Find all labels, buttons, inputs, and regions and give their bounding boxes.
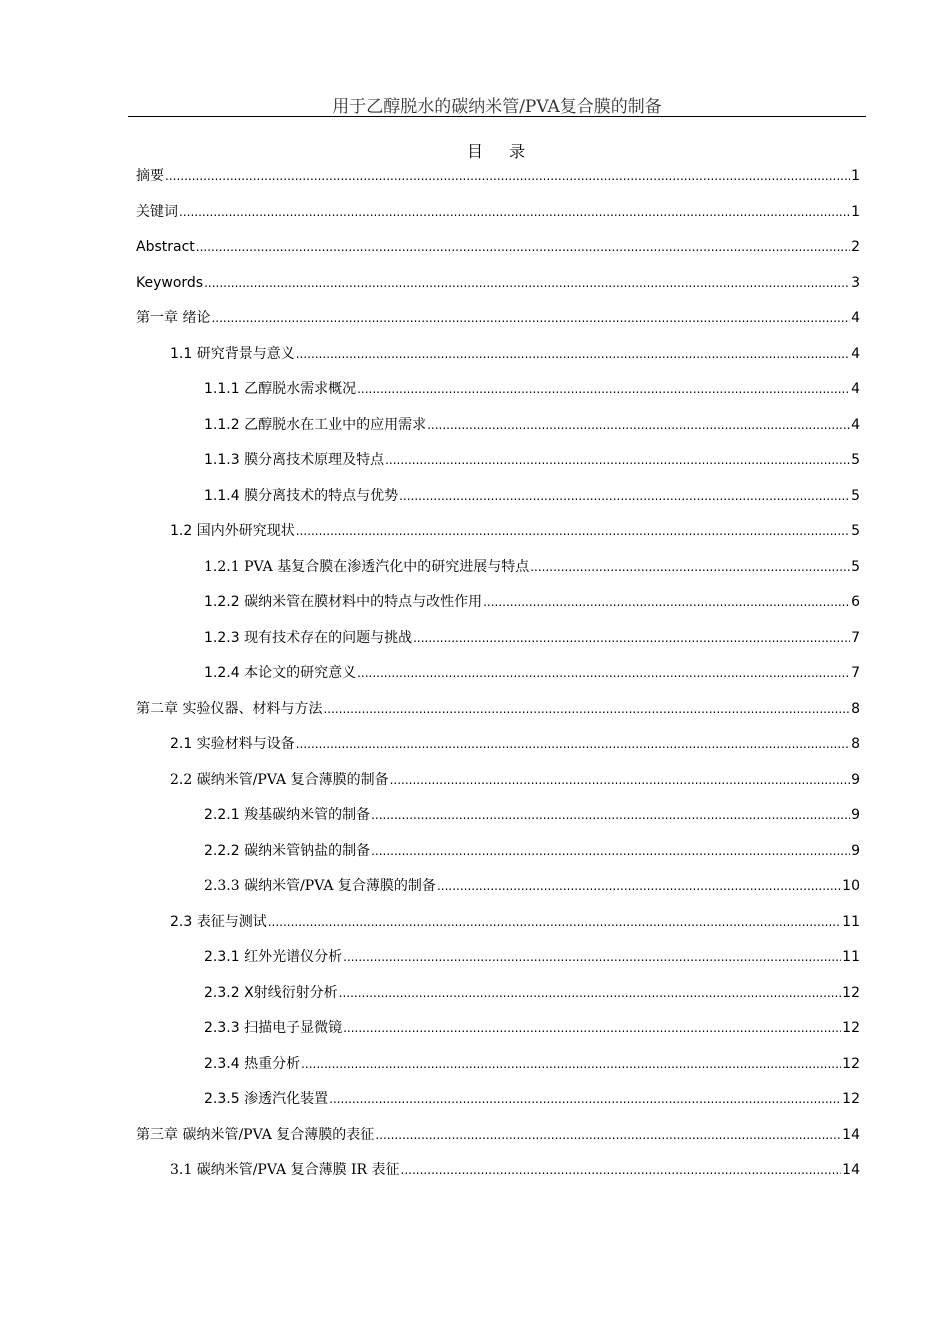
toc-entry[interactable] [136, 197, 860, 221]
toc-entry-label: 摘要 [136, 168, 164, 184]
toc-entry[interactable] [170, 729, 860, 753]
toc-entry-label: 2.3.5 渗透汽化装置 [204, 1091, 329, 1107]
toc-dot-leader [437, 877, 841, 895]
toc-entry[interactable] [204, 1084, 860, 1108]
toc-entry[interactable] [136, 694, 860, 718]
toc-entry[interactable] [204, 1013, 860, 1037]
toc-dot-leader [323, 700, 850, 718]
toc-entry-page-number: 11 [842, 913, 860, 930]
toc-entry[interactable] [136, 232, 860, 256]
toc-dot-leader [357, 380, 850, 398]
toc-dot-leader [165, 167, 850, 185]
toc-entry-page-number: 5 [851, 487, 860, 504]
toc-entry-page-number: 7 [851, 629, 860, 646]
toc-entry[interactable] [204, 623, 860, 647]
toc-entry[interactable] [204, 871, 860, 895]
toc-entry-label: 1.2.4 本论文的研究意义 [204, 665, 357, 681]
toc-entry[interactable] [204, 836, 860, 860]
toc-entry-label: 2.3.2 X射线衍射分析 [204, 984, 338, 1001]
running-header: 用于乙醇脱水的碳纳米管/PVA复合膜的制备 [332, 97, 662, 117]
toc-entry[interactable] [204, 658, 860, 682]
toc-entry-label: Keywords [136, 274, 204, 291]
toc-entry-label: 3.1 碳纳米管/PVA 复合薄膜 IR 表征 [170, 1162, 400, 1178]
toc-entry-label: 1.1.2 乙醇脱水在工业中的应用需求 [204, 416, 427, 433]
toc-entry-label: 2.2 碳纳米管/PVA 复合薄膜的制备 [170, 771, 389, 788]
toc-entry[interactable] [204, 800, 860, 824]
toc-dot-leader [371, 842, 850, 860]
toc-entry-page-number: 14 [842, 1162, 860, 1178]
toc-entry[interactable] [204, 445, 860, 469]
toc-entry-page-number: 5 [851, 452, 860, 468]
toc-entry[interactable] [204, 374, 860, 398]
toc-entry[interactable] [136, 1120, 860, 1144]
toc-dot-leader [179, 203, 850, 221]
toc-entry-label: 1.1.1 乙醇脱水需求概况 [204, 381, 357, 397]
toc-dot-leader [329, 1090, 841, 1108]
toc-entry-label: 1.1.3 膜分离技术原理及特点 [204, 452, 385, 468]
toc-dot-leader [204, 274, 850, 292]
toc-entry[interactable] [204, 410, 860, 434]
toc-entry[interactable] [204, 552, 860, 576]
toc-entry-page-number: 12 [842, 1091, 860, 1107]
toc-dot-leader [196, 238, 850, 256]
toc-entry[interactable] [204, 481, 860, 505]
toc-entry-page-number: 2 [851, 239, 860, 255]
toc-entry-page-number: 4 [851, 345, 860, 362]
toc-title [128, 139, 866, 162]
toc-entry-page-number: 12 [842, 1020, 860, 1036]
toc-entry-page-number: 5 [851, 523, 860, 539]
toc-entry[interactable] [170, 907, 860, 931]
toc-dot-leader [413, 629, 850, 647]
toc-entry-page-number: 1 [851, 168, 860, 184]
toc-entry[interactable] [170, 516, 860, 540]
toc-dot-leader [343, 1019, 841, 1037]
toc-entry-label: 2.2.2 碳纳米管钠盐的制备 [204, 842, 371, 859]
toc-entry-page-number: 10 [842, 878, 860, 894]
toc-entry[interactable] [136, 303, 860, 327]
toc-entry-page-number: 1 [851, 203, 860, 220]
toc-entry-label: 2.3.1 红外光谱仪分析 [204, 949, 343, 965]
toc-dot-leader [530, 558, 850, 576]
toc-entry-label: 第一章 绪论 [136, 310, 211, 326]
toc-entry-label: 1.1.4 膜分离技术的特点与优势 [204, 487, 399, 504]
toc-dot-leader [296, 345, 850, 363]
toc-entry-label: 2.2.1 羧基碳纳米管的制备 [204, 807, 371, 823]
toc-entry-page-number: 3 [851, 274, 860, 291]
toc-entry-label: 关键词 [136, 203, 178, 220]
toc-entry-page-number: 14 [842, 1126, 860, 1143]
toc-dot-leader [357, 664, 850, 682]
toc-entry-page-number: 6 [851, 594, 860, 610]
toc-entry[interactable] [204, 1049, 860, 1073]
toc-entry-label: 2.3.3 扫描电子显微镜 [204, 1020, 343, 1036]
toc-dot-leader [301, 1055, 841, 1073]
toc-entry-label: 2.3 表征与测试 [170, 913, 267, 930]
toc-entry-label: 1.2.3 现有技术存在的问题与挑战 [204, 629, 413, 646]
toc-dot-leader [401, 1161, 842, 1179]
toc-dot-leader [268, 913, 841, 931]
toc-entry[interactable] [136, 268, 860, 292]
toc-entry-page-number: 4 [851, 416, 860, 433]
toc-entry[interactable] [204, 978, 860, 1002]
toc-entry-page-number: 4 [851, 310, 860, 326]
toc-dot-leader [483, 593, 850, 611]
toc-entry-page-number: 8 [851, 736, 860, 752]
toc-entry[interactable] [170, 765, 860, 789]
toc-entry-label: 1.2.1 PVA 基复合膜在渗透汽化中的研究进展与特点 [204, 558, 530, 575]
toc-entry[interactable] [136, 161, 860, 185]
toc-entry[interactable] [204, 587, 860, 611]
toc-title-part2: 录 [509, 142, 528, 161]
header-divider [128, 116, 866, 117]
toc-entry-page-number: 7 [851, 665, 860, 681]
toc-dot-leader [390, 771, 851, 789]
toc-entry-label: Abstract [136, 239, 195, 255]
toc-entry[interactable] [170, 1155, 860, 1179]
toc-entry-page-number: 9 [851, 807, 860, 823]
toc-dot-leader [385, 451, 850, 469]
toc-entry-label: 2.3.4 热重分析 [204, 1055, 301, 1072]
toc-entry-label: 第三章 碳纳米管/PVA 复合薄膜的表征 [136, 1126, 375, 1143]
toc-entry-page-number: 5 [851, 558, 860, 575]
toc-entry-page-number: 12 [842, 984, 860, 1001]
toc-dot-leader [296, 735, 850, 753]
toc-entry-label: 2.3.3 碳纳米管/PVA 复合薄膜的制备 [204, 878, 436, 894]
toc-dot-leader [375, 1126, 841, 1144]
toc-dot-leader [296, 522, 850, 540]
toc-dot-leader [399, 487, 850, 505]
toc-dot-leader [339, 984, 842, 1002]
toc-entry[interactable] [204, 942, 860, 966]
toc-dot-leader [427, 416, 850, 434]
toc-entry-page-number: 11 [842, 949, 860, 965]
toc-dot-leader [211, 309, 850, 327]
toc-entry-label: 1.1 研究背景与意义 [170, 345, 295, 362]
toc-entry[interactable] [170, 339, 860, 363]
toc-entry-label: 第二章 实验仪器、材料与方法 [136, 700, 323, 717]
toc-entry-label: 1.2 国内外研究现状 [170, 523, 295, 539]
toc-entry-label: 1.2.2 碳纳米管在膜材料中的特点与改性作用 [204, 594, 483, 610]
toc-entry-page-number: 12 [842, 1055, 860, 1072]
toc-entry-page-number: 9 [851, 842, 860, 859]
toc-title-part1: 目 [466, 142, 485, 161]
toc-dot-leader [371, 806, 850, 824]
toc-dot-leader [343, 948, 841, 966]
toc-entry-label: 2.1 实验材料与设备 [170, 736, 295, 752]
toc-entry-page-number: 8 [851, 700, 860, 717]
toc-entry-page-number: 4 [851, 381, 860, 397]
toc-entry-page-number: 9 [851, 771, 860, 788]
